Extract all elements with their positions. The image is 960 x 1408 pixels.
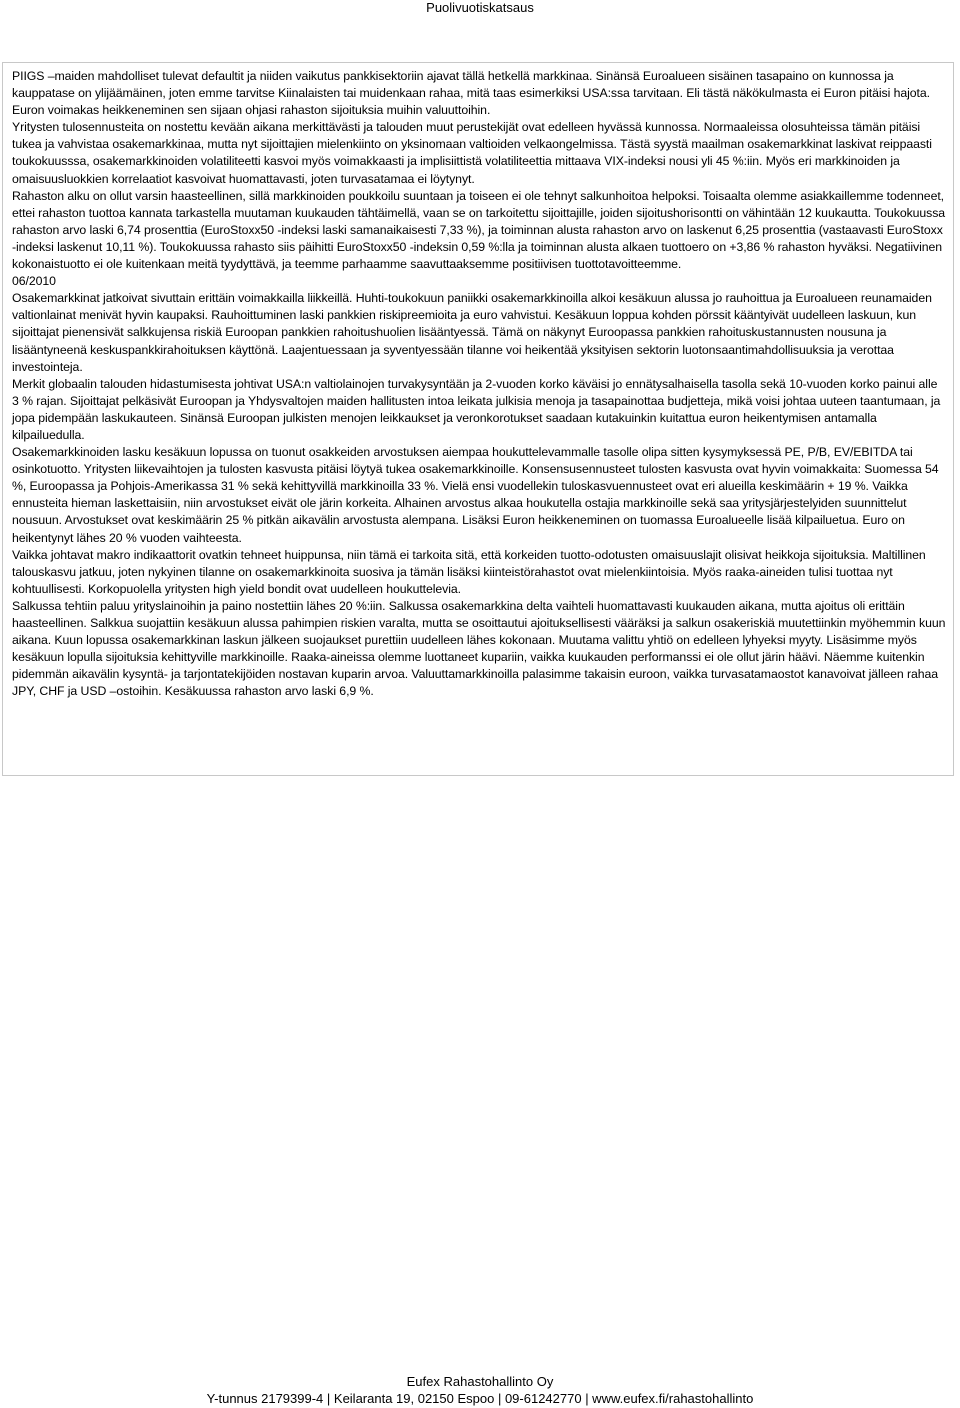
paragraph-fund-start: Rahaston alku on ollut varsin haasteellinen, sillä markkinoiden poukkoilu suuntaan ja toiseen ei ole tehnyt salkunhoitoa helpoksi. Toisaalta olemme asiakkaillemme todenneet, ettei rahaston tuottoa kannata tarkastella muutaman kuukauden tähtäimellä, vaan se on tarkoitettu sijoittajille, joiden sijoitushorisontti on vähintään 12 kuukautta. Toukokuussa rahaston arvo laski 6,74 prosenttia (EuroStoxx50 -indeksi laski samanaikaisesti 7,33 %), ja toiminnan alusta rahaston arvo on laskenut 6,25 prosenttia (vastaavasti EuroStoxx -indeksi laskenut 10,11 %). Toukokuussa rahasto siis päihitti EuroStoxx50 -indeksin 0,59 %:lla ja toiminnan alusta alkaen tuottoero on +3,86 % rahaston hyväksi. Negatiivinen kokonaistuotto ei ole kuitenkaan meitä tyydyttävä, ja teemme parhaamme saavuttaaksemme positiivisen tuottotavoitteemme.: [12, 188, 946, 272]
report-body: [2, 62, 954, 776]
report-text: [12, 68, 946, 700]
footer-company-name: Eufex Rahastohallinto Oy: [406, 1374, 554, 1389]
paragraph-equity-markets: Osakemarkkinat jatkoivat sivuttain erittäin voimakkailla liikkeillä. Huhti-toukokuun paniikki osakemarkkinoilla alkoi kesäkuun alussa jo rauhoittua ja Euroalueen reunamaiden valtionlainat menivät hyvin kaupaksi. Rauhoittuminen laski pankkien riskipreemioita ja euro vahvistui. Kesäkuun loppua kohden pörssit kääntyivät uudelleen laskuun, kun sijoittajat pienensivät salkkujensa riskiä Euroopan pankkien rahoitushuolien lisääntyessä. Tämä on näkynyt Euroopassa pankkien rahoituskustannusten nousuna ja lisääntyneenä keskuspankkirahoituksen käyttönä. Laajentuessaan ja syventyessään tilanne voi heikentää yksityisen sektorin luotonsaantimahdollisuuksia ja verottaa investointeja.: [12, 291, 932, 374]
footer-contact-details: Y-tunnus 2179399-4 | Keilaranta 19, 02150 Espoo | 09-61242770 | www.eufex.fi/rahastohallinto: [206, 1391, 754, 1406]
paragraph-earnings-forecasts: Yritysten tulosennusteita on nostettu kevään aikana merkittävästi ja talouden muut perustekijät ovat edelleen hyvässä kunnossa. Normaaleissa olosuhteissa tämän pitäisi tukea ja vahvistaa osakemarkkinaa, mutta nyt sijoittajien mielenkiinto on yksinomaan valtioiden velkaongelmissa. Tästä syystä maailman osakemarkkinat laskivat reippaasti toukokuusssa, osakemarkkinoiden volatiliteetti kasvoi myös voimakkaasti ja implisiittistä volatiliteettia mittaava VIX-indeksi nousi yli 45 %:iin. Myös eri markkinoiden ja omaisuusluokkien korrelaatiot kasvoivat huomattavasti, joten turvasatamaa ei löytynyt.: [12, 120, 932, 186]
paragraph-piigs: PIIGS –maiden mahdolliset tulevat defaultit ja niiden vaikutus pankkisektoriin ajavat tällä hetkellä markkinaa. Sinänsä Euroalueen sisäinen tasapaino on kunnossa ja kauppatase on ylijäämäinen, joten emme tarvitse Kiinalaisten tai muidenkaan rahaa, mitä taas esimerkiksi USA:ssa tarvitaan. Eli tästä näkökulmasta ei Euron pitäisi hajota. Euron voimakas heikkeneminen sen sijaan ohjasi rahaston sijoituksia muihin valuuttoihin.: [12, 69, 930, 118]
paragraph-portfolio: Salkussa tehtiin paluu yrityslainoihin ja paino nostettiin lähes 20 %:iin. Salkussa osakemarkkina delta vaihteli huomattavasti kuukauden aikana, mutta ajoitus oli erittäin haasteellinen. Salkkua suojattiin kesäkuun alussa pahimpien riskien varalta, mutta se osoittautui ajoituksellisesti vääräksi ja salkun osakeriskiä muutettiinkin myöhemmin kuun aikana. Kuun lopussa osakemarkkinan laskun jälkeen suojaukset purettiin uudelleen lähes kokonaan. Muutama valittu yhtiö on edelleen lyhyeksi myyty. Lisäsimme myös kesäkuun lopulla sijoituksia kehittyville markkinoille. Raaka-aineissa olemme luottaneet kupariin, vaikka kuukauden performanssi ei ole ollut järin häävi. Näemme kuitenkin pidemmän aikavälin kysyntä- ja tarjontatekijöiden nostavan kuparin arvoa. Valuuttamarkkinoilla palasimme takaisin euroon, vaikka turvasatamaostot kanavoivat jälleen rahaa JPY, CHF ja USD –ostoihin. Kesäkuussa rahaston arvo laski 6,9 %.: [12, 598, 946, 699]
paragraph-macro-indicators: Vaikka johtavat makro indikaattorit ovatkin tehneet huippunsa, niin tämä ei tarkoita sitä, että korkeiden tuotto-odotusten omaisuuslajit olisivat heikkoja sijoituksia. Maltillinen talouskasvu jatkuu, joten nykyinen tilanne on osakemarkkinoita suosiva ja tämän lisäksi kiinteistörahastot ovat mielenkiintoisia. Myös raaka-aineiden tulisi tuottaa nyt kohtuullisesti. Korkopuolella yritysten high yield bondit ovat uudelleen houkuttelevia.: [12, 547, 926, 596]
page-title: Puolivuotiskatsaus: [426, 0, 534, 15]
section-date: 06/2010: [12, 274, 56, 289]
paragraph-valuations: Osakemarkkinoiden lasku kesäkuun lopussa on tuonut osakkeiden arvostuksen aiempaa houkuttelevammalle tasolle olipa sitten kysymyksessä PE, P/B, EV/EBITDA tai osinkotuotto. Yritysten liikevaihtojen ja tulosten kasvusta pitäisi löytyä tukea osakemarkkinoille. Konsensusennusteet tulosten kasvusta ovat hyvin voimakkaita: Suomessa 54 %, Euroopassa ja Pohjois-Amerikassa 31 % sekä kehittyvillä markkinoilla 33 %. Vielä ensi vuodellekin tuloskasvuennusteet ovat eri alueilla keskimäärin + 19 %. Vaikka ennusteita hieman laskettaisiin, niin arvostukset eivät ole järin korkeita. Alhainen arvostus alkaa houkutella ostajia markkinoille sekä saa yritysjärjestelyiden suunnittelut nousuun. Arvostukset ovat keskimäärin 25 % pitkän aikavälin arvostusta alempana. Lisäksi Euron heikkeneminen on tuomassa Euroalueelle lisää kilpailuetua. Euro on heikentynyt lähes 20 % vuoden vaihteesta.: [12, 445, 939, 545]
paragraph-global-slowdown: Merkit globaalin talouden hidastumisesta johtivat USA:n valtiolainojen turvakysyntään ja 2-vuoden korko käväisi jo ennätysalhaisella tasolla sekä 10-vuoden korko painui alle 3 % rajan. Sijoittajat pelkäsivät Euroopan ja Yhdysvaltojen maiden hallitusten intoa leikata julkisia menoja ja tasapainottaa budjetteja, mikä voisi johtaa uuteen taantumaan, ja jopa pidempään laskukauteen. Sinänsä Euroopan julkisten menojen leikkaukset ja veronkorotukset saadaan kutakuinkin kuitattua euron heikentymisen antamalla kilpailuedulla.: [12, 376, 941, 442]
